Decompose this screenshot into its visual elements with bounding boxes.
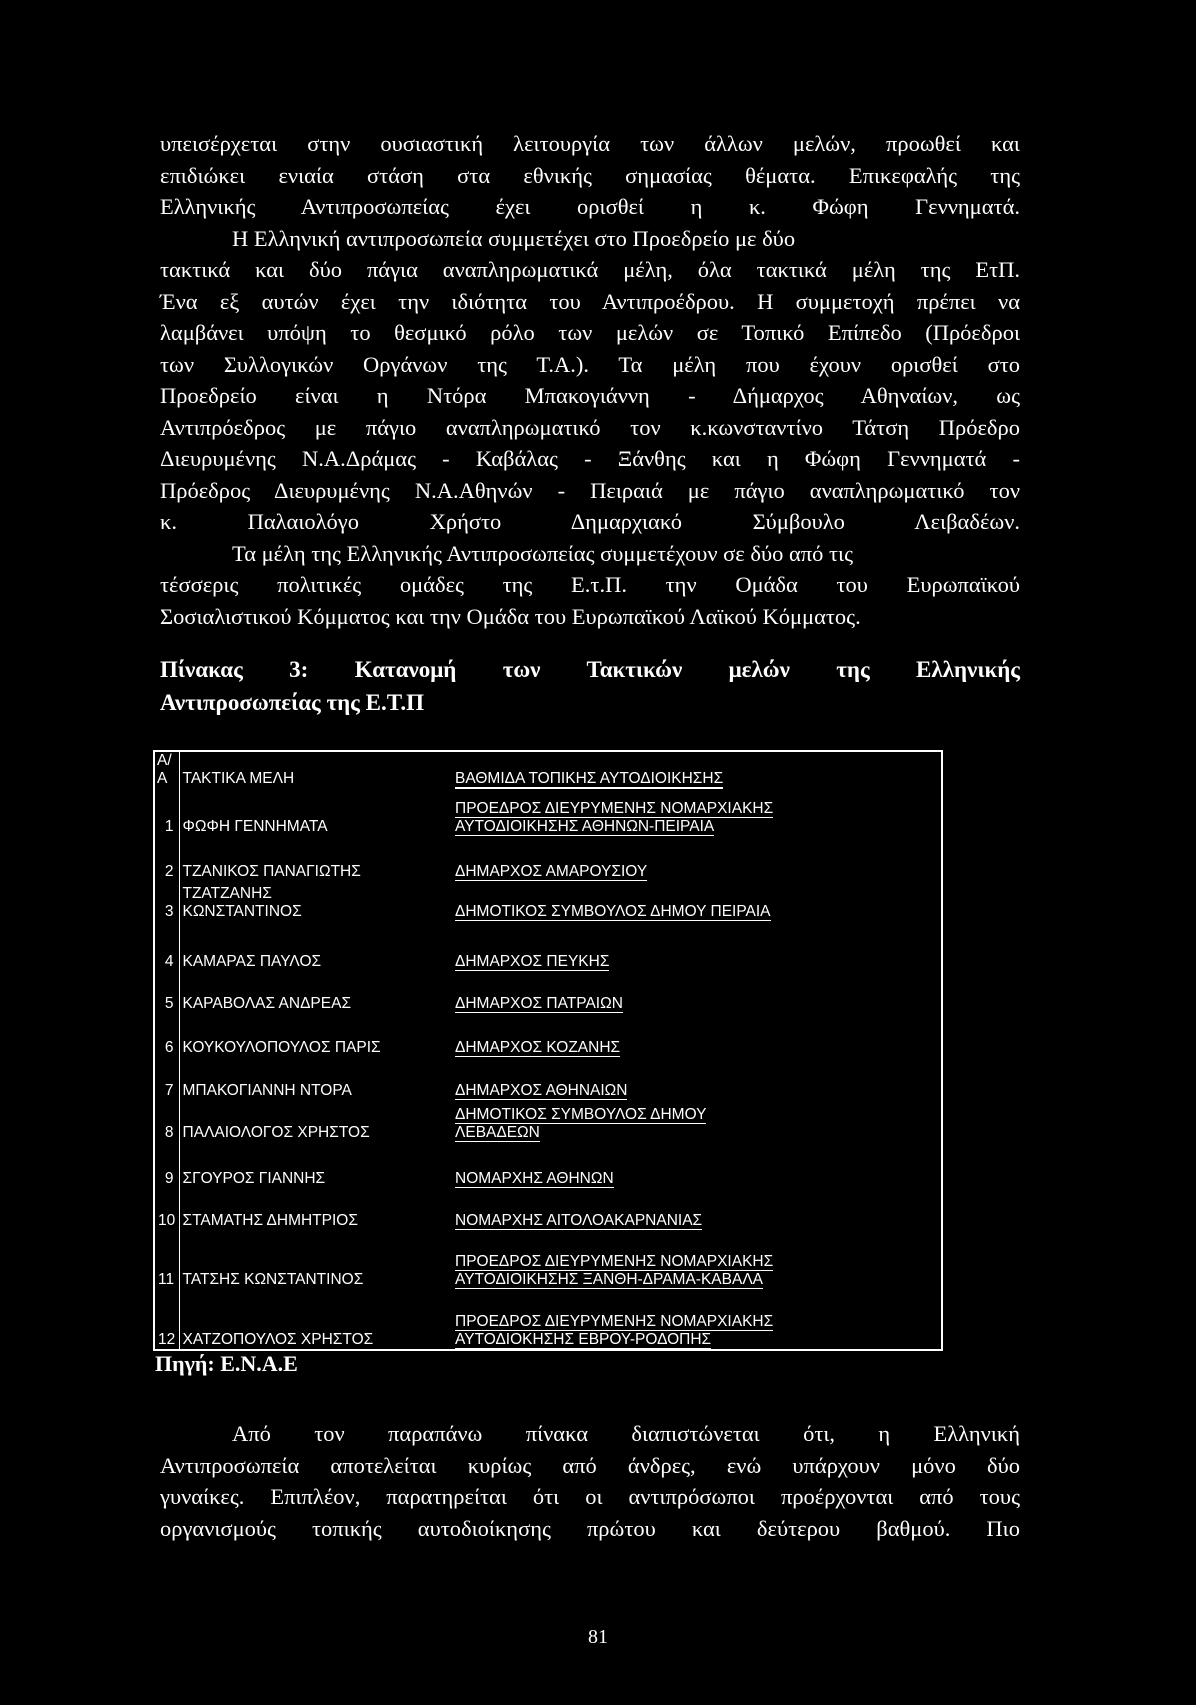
- text-line: Αντιπρόεδρος με πάγιο αναπληρωματικό τον κ.κωνσταντίνο Τάτση Πρόεδρο: [160, 414, 1020, 440]
- row-rank-text: ΝΟΜΑΡΧΗΣ ΑΙΤΟΛΟΑΚΑΡΝΑΝΙΑΣ: [455, 1212, 703, 1230]
- row-name: ΣΓΟΥΡΟΣ ΓΙΑΝΝΗΣ: [182, 1169, 326, 1187]
- row-rank: [452, 1188, 940, 1231]
- row-rank-text: ΔΗΜΑΡΧΟΣ ΑΜΑΡΟΥΣΙΟΥ: [455, 862, 648, 880]
- row-name: ΤΖΑΤΖΑΝΗΣ ΚΩΝΣΤΑΝΤΙΝΟΣ: [182, 885, 302, 921]
- text-line: Η Ελληνική αντιπροσωπεία συμμετέχει στο Προεδρείο με δύο: [232, 225, 796, 251]
- row-rank-text: ΔΗΜΟΤΙΚΟΣ ΣΥΜΒΟΥΛΟΣ ΔΗΜΟΥ ΛΕΒΑΔΕΩΝ: [455, 1106, 707, 1142]
- text-line: λαμβάνει υπόψη το θεσμικό ρόλο των μελών σε Τοπικό Επίπεδο (Πρόεδροι: [160, 320, 1020, 345]
- row-name: ΚΟΥΚΟΥΛΟΠΟΥΛΟΣ ΠΑΡΙΣ: [182, 1039, 381, 1057]
- table-row: [155, 1013, 940, 1057]
- text-line: Προεδρείο είναι η Ντόρα Μπακογιάννη - Δήμαρχος Αθηναίων, ως: [160, 383, 1020, 408]
- body-paragraph-1: [160, 128, 1020, 632]
- row-rank: [452, 1013, 940, 1057]
- row-rank-text: ΠΡΟΕΔΡΟΣ ΔΙΕΥΡΥΜΕΝΗΣ ΝΟΜΑΡΧΙΑΚΗΣ ΑΥΤΟΔΙΟΚΗΣΗΣ ΕΒΡΟΥ-ΡΟΔΟΠΗΣ: [455, 1313, 774, 1348]
- caption-line: Αντιπροσωπείας της Ε.Τ.Π: [160, 690, 424, 715]
- header-num: Α/Α: [155, 752, 179, 788]
- table-caption: [160, 653, 1020, 719]
- row-rank: [452, 836, 940, 881]
- row-num: 1: [155, 788, 179, 836]
- row-num: 6: [155, 1013, 179, 1057]
- body-paragraph-2: [160, 1418, 1020, 1544]
- text-line: επιδιώκει ενιαία στάση στα εθνικής σημασίας θέματα. Επικεφαλής της: [160, 162, 1020, 188]
- row-name: ΚΑΡΑΒΟΛΑΣ ΑΝΔΡΕΑΣ: [182, 995, 352, 1013]
- caption-line: Πίνακας 3: Κατανομή των Τακτικών μελών της Ελληνικής: [160, 657, 1020, 682]
- table-row: [155, 881, 940, 922]
- row-rank: [452, 881, 940, 922]
- text-line: Ένα εξ αυτών έχει την ιδιότητα του Αντιπροέδρου. Η συμμετοχή πρέπει να: [160, 288, 1020, 314]
- table-row: [155, 1188, 940, 1231]
- row-num: 5: [155, 971, 179, 1014]
- row-num: 11: [155, 1230, 179, 1289]
- table-row: [155, 1100, 940, 1143]
- table-row: [155, 971, 940, 1014]
- row-rank-text: ΠΡΟΕΔΡΟΣ ΔΙΕΥΡΥΜΕΝΗΣ ΝΟΜΑΡΧΙΑΚΗΣ ΑΥΤΟΔΙΟΙΚΗΣΗΣ ΞΑΝΘΗ-ΔΡΑΜΑ-ΚΑΒΑΛΑ: [455, 1253, 774, 1289]
- row-rank-text: ΠΡΟΕΔΡΟΣ ΔΙΕΥΡΥΜΕΝΗΣ ΝΟΜΑΡΧΙΑΚΗΣ ΑΥΤΟΔΙΟΙΚΗΣΗΣ ΑΘΗΝΩΝ-ΠΕΙΡΑΙΑ: [455, 800, 774, 836]
- row-rank: [452, 1057, 940, 1100]
- row-name: ΧΑΤΖΟΠΟΥΛΟΣ ΧΡΗΣΤΟΣ: [182, 1331, 374, 1348]
- text-line: των Συλλογικών Οργάνων της Τ.Α.). Τα μέλη που έχουν ορισθεί στο: [160, 351, 1020, 377]
- text-line: Σοσιαλιστικού Κόμματος και την Ομάδα του Ευρωπαϊκού Λαϊκού Κόμματος.: [160, 603, 861, 629]
- row-rank-text: ΔΗΜΑΡΧΟΣ ΠΑΤΡΑΙΩΝ: [455, 995, 623, 1013]
- row-rank-text: ΔΗΜΑΡΧΟΣ ΠΕΥΚΗΣ: [455, 952, 610, 970]
- table-source: Πηγή: Ε.Ν.Α.Ε: [155, 1351, 298, 1376]
- row-rank-text: ΔΗΜΟΤΙΚΟΣ ΣΥΜΒΟΥΛΟΣ ΔΗΜΟΥ ΠΕΙΡΑΙΑ: [455, 903, 771, 921]
- table-row: [155, 921, 940, 971]
- text-line: Αντιπροσωπεία αποτελείται κυρίως από άνδρες, ενώ υπάρχουν μόνο δύο: [160, 1452, 1020, 1478]
- text-line: Διευρυμένης Ν.Α.Δράμας - Καβάλας - Ξάνθης και η Φώφη Γεννηματά -: [160, 446, 1020, 471]
- row-rank: [452, 1100, 940, 1143]
- text-line: Πρόεδρος Διευρυμένης Ν.Α.Αθηνών - Πειραιά με πάγιο αναπληρωματικό τον: [160, 477, 1020, 503]
- row-name: ΣΤΑΜΑΤΗΣ ΔΗΜΗΤΡΙΟΣ: [182, 1212, 358, 1230]
- members-table: [155, 752, 941, 1349]
- table-header-row: [155, 752, 940, 788]
- header-rank: [452, 752, 940, 788]
- row-rank: [452, 1142, 940, 1188]
- text-line: γυναίκες. Επιπλέον, παρατηρείται ότι οι αντιπρόσωποι προέρχονται από τους: [160, 1484, 1020, 1509]
- text-line: τέσσερις πολιτικές ομάδες της Ε.τ.Π. την Ομάδα του Ευρωπαϊκού: [160, 572, 1020, 597]
- row-rank: [452, 971, 940, 1014]
- row-num: 4: [155, 921, 179, 971]
- text-line: οργανισμούς τοπικής αυτοδιοίκησης πρώτου και δεύτερου βαθμού. Πιο: [160, 1515, 1020, 1541]
- row-num: 3: [155, 881, 179, 922]
- row-num: 10: [155, 1188, 179, 1231]
- row-name: ΚΑΜΑΡΑΣ ΠΑΥΛΟΣ: [182, 952, 322, 970]
- header-rank-text: ΒΑΘΜΙΔΑ ΤΟΠΙΚΗΣ ΑΥΤΟΔΙΟΙΚΗΣΗΣ: [455, 770, 724, 788]
- row-num: 7: [155, 1057, 179, 1100]
- row-rank: [452, 1289, 940, 1349]
- text-line: Από τον παραπάνω πίνακα διαπιστώνεται ότι, η Ελληνική: [232, 1421, 1020, 1446]
- row-rank-text: ΝΟΜΑΡΧΗΣ ΑΘΗΝΩΝ: [455, 1169, 614, 1187]
- row-name: ΜΠΑΚΟΓΙΑΝΝΗ ΝΤΟΡΑ: [182, 1081, 352, 1099]
- row-rank: [452, 788, 940, 836]
- row-num: 9: [155, 1142, 179, 1188]
- table-row: [155, 1057, 940, 1100]
- table-row: [155, 1142, 940, 1188]
- table-row: [155, 836, 940, 881]
- row-name: ΠΑΛΑΙΟΛΟΓΟΣ ΧΡΗΣΤΟΣ: [182, 1124, 370, 1142]
- text-line: τακτικά και δύο πάγια αναπληρωματικά μέλη, όλα τακτικά μέλη της ΕτΠ.: [160, 257, 1020, 282]
- row-name: ΤΑΤΣΗΣ ΚΩΝΣΤΑΝΤΙΝΟΣ: [182, 1271, 364, 1289]
- row-rank-text: ΔΗΜΑΡΧΟΣ ΑΘΗΝΑΙΩΝ: [455, 1081, 628, 1099]
- text-line: Ελληνικής Αντιπροσωπείας έχει ορισθεί η κ. Φώφη Γεννηματά.: [160, 194, 1020, 219]
- page-number: 81: [588, 1626, 608, 1648]
- row-name: ΦΩΦΗ ΓΕΝΝΗΜΑΤΑ: [182, 818, 328, 836]
- row-rank: [452, 1230, 940, 1289]
- row-rank: [452, 921, 940, 971]
- text-line: Τα μέλη της Ελληνικής Αντιπροσωπείας συμμετέχουν σε δύο από τις: [232, 540, 853, 566]
- text-line: κ. Παλαιολόγο Χρήστο Δημαρχιακό Σύμβουλο Λειβαδέων.: [160, 509, 1020, 534]
- table-row: [155, 788, 940, 836]
- text-line: υπεισέρχεται στην ουσιαστική λειτουργία των άλλων μελών, προωθεί και: [160, 131, 1020, 156]
- row-rank-text: ΔΗΜΑΡΧΟΣ ΚΟΖΑΝΗΣ: [455, 1039, 621, 1057]
- row-num: 12: [155, 1289, 179, 1349]
- table-row: [155, 1289, 940, 1349]
- row-num: 2: [155, 836, 179, 881]
- table-row: [155, 1230, 940, 1289]
- row-num: 8: [155, 1100, 179, 1143]
- header-name: ΤΑΚΤΙΚΑ ΜΕΛΗ: [182, 770, 295, 788]
- row-name: ΤΖΑΝΙΚΟΣ ΠΑΝΑΓΙΩΤΗΣ: [182, 862, 361, 880]
